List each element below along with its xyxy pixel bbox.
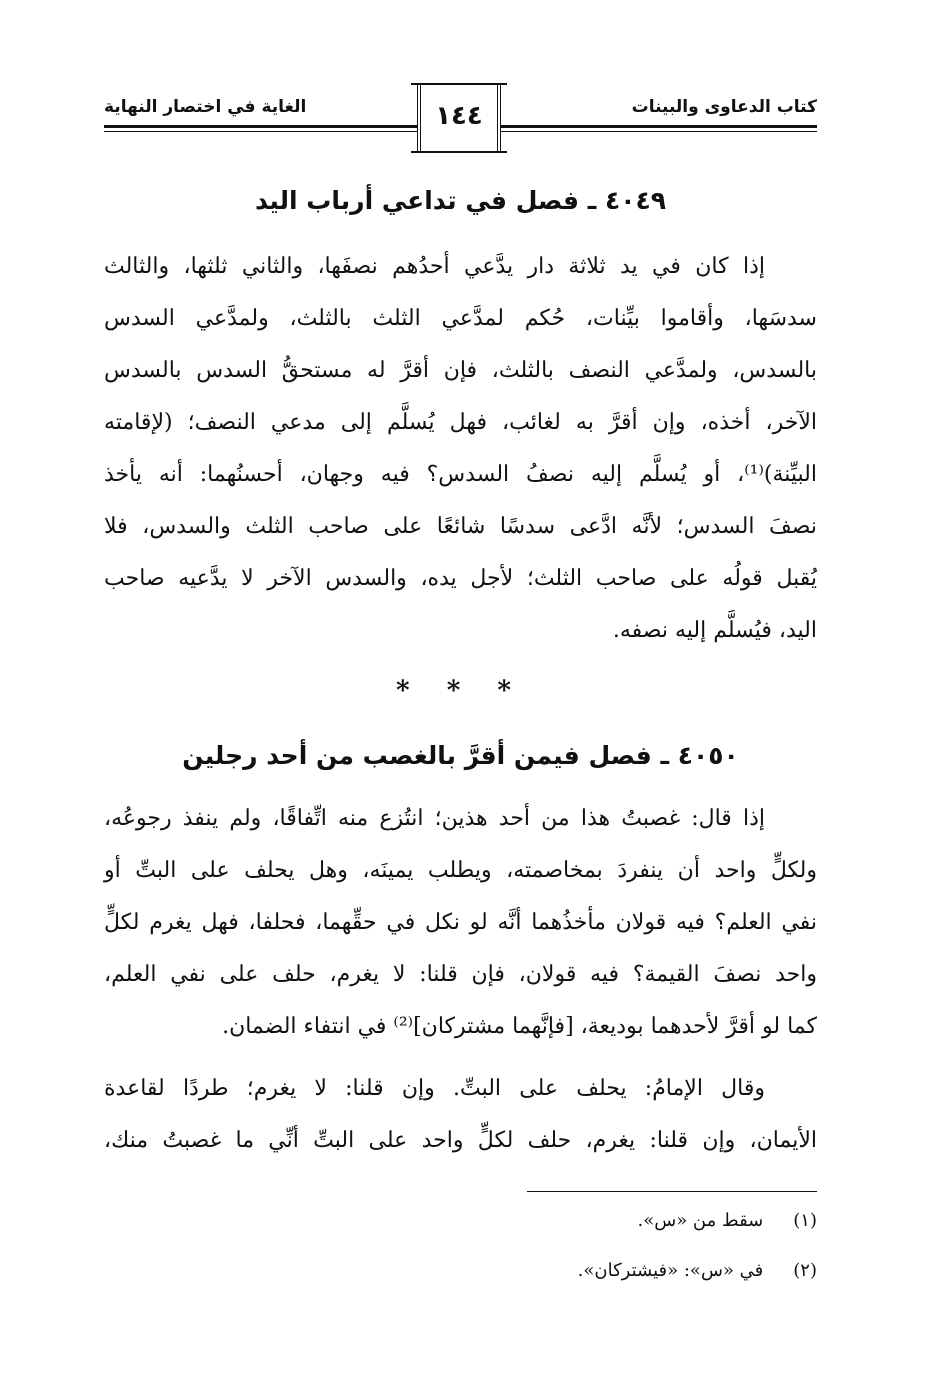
text-line: ولكلٍّ واحد أن ينفردَ بمخاصمته، ويطلب يمينَه، وهل يحلف على البتِّ أو xyxy=(104,858,817,883)
section-4050-paragraph-1 xyxy=(104,793,817,1053)
text-line: إذا قال: غصبتُ هذا من أحد هذين؛ انتُزع منه اتِّفاقًا، ولم ينفذ رجوعُه، xyxy=(104,806,765,831)
text-line: إذا كان في يد ثلاثة دار يدَّعي أحدُهم نصفَها، والثاني ثلثها، والثالث xyxy=(104,254,765,279)
footnote-2 xyxy=(578,1258,817,1284)
section-separator: * * * xyxy=(396,676,525,706)
header-work-title: الغاية في اختصار النهاية xyxy=(104,97,307,117)
footnote-text: في «س»: «فيشتركان». xyxy=(577,1260,764,1281)
section-heading-4049: ٤٠٤٩ ـ فصل في تداعي أرباب اليد xyxy=(254,186,667,215)
text-line: نفي العلم؟ فيه قولان مأخذُهما أنَّه لو نكل في حقِّهما، فحلفا، فهل يغرم لكلٍّ xyxy=(104,910,817,935)
running-header xyxy=(104,95,817,135)
section-4050-paragraph-2 xyxy=(104,1063,817,1167)
footnote-1 xyxy=(637,1208,817,1234)
text-line: واحد نصفَ القيمة؟ فيه قولان، فإن قلنا: لا يغرم، حلف على نفي العلم، xyxy=(104,962,817,987)
text-line: بالسدس، ولمدَّعي النصف بالثلث، فإن أقرَّ له مستحقُّ السدس بالسدس xyxy=(104,358,817,383)
text-line: الآخر، أخذه، وإن أقرَّ به لغائب، فهل يُسلَّم إلى مدعي النصف؛ (لإقامته xyxy=(104,410,817,435)
page-number: ١٤٤ xyxy=(435,101,483,131)
footnote-rule xyxy=(527,1191,817,1192)
footnote-text: سقط من «س». xyxy=(637,1210,764,1231)
text-line: البيِّنة)⁽¹⁾، أو يُسلَّم إليه نصفُ السدس؟ فيه وجهان، أحسنُهما: أنه يأخذ xyxy=(104,462,817,487)
text-line: نصفَ السدس؛ لأنَّه ادَّعى سدسًا شائعًا على صاحب الثلث والسدس، فلا xyxy=(104,514,817,539)
footnote-number: (١) xyxy=(793,1210,817,1231)
section-4049-paragraph xyxy=(104,241,817,657)
text-line: يُقبل قولُه على صاحب الثلث؛ لأجل يده، والسدس الآخر لا يدَّعيه صاحب xyxy=(104,566,817,591)
text-line: الأيمان، وإن قلنا: يغرم، حلف لكلٍّ واحد على البتِّ أنِّي ما غصبتُ منك، xyxy=(104,1128,817,1153)
footnote-number: (٢) xyxy=(793,1260,817,1281)
text-line: اليد، فيُسلَّم إليه نصفه. xyxy=(612,618,817,643)
text-line: سدسَها، وأقاموا بيِّنات، حُكم لمدَّعي الثلث بالثلث، ولمدَّعي السدس xyxy=(104,306,817,331)
section-heading-4050: ٤٠٥٠ ـ فصل فيمن أقرَّ بالغصب من أحد رجلين xyxy=(182,741,739,770)
text-line: كما لو أقرَّ لأحدهما بوديعة، [فإنَّهما مشتركان]⁽²⁾ في انتفاء الضمان. xyxy=(222,1014,817,1039)
text-line: وقال الإمامُ: يحلف على البتِّ. وإن قلنا: لا يغرم؛ طردًا لقاعدة xyxy=(104,1076,765,1101)
header-book-title: كتاب الدعاوى والبينات xyxy=(631,97,817,117)
page-number-frame xyxy=(417,83,501,153)
